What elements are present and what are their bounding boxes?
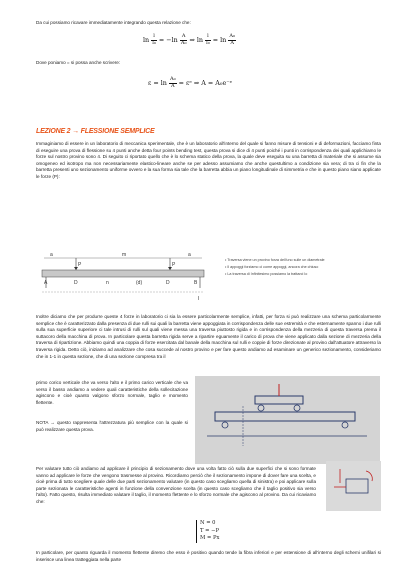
eq1-num3: l [207, 33, 209, 39]
label-n: n [106, 280, 109, 286]
paragraph-end: Per valutare tutto ciò andiamo ad applicare il principio di sezionamento dove una volta fatto ciò sulla due superfici che si sono formate vanno ad applicare le forze che vengono trasmesse al provino. Ricordiamo perciò che il sezionamento impone di dover fare una scelta, e cioè prima di tutto scegliere quale delle due parti sezionamento valutare (in questo caso scegliamo quella di sinistra) e poi applicare sulla parte sezionata le caratteristiche agenti in funzione della convenzione scelta (in questo caso scegliamo che il taglio positivo sia verso l'alto). Fatto questo, risulta immediato valutare il taglio, il momento flettente e lo sforzo normale che agiscono al provino. Da cui ricaviamo che: [36, 466, 316, 504]
photo-background [195, 376, 380, 464]
internal-forces-system [196, 520, 219, 543]
eq1-num2: A [181, 33, 186, 39]
label-m: m [122, 252, 127, 258]
legend-line-3: • La traversa di Infinitesimo possiamo la trattarci lo [225, 271, 308, 276]
eq1-frac-3 [205, 34, 211, 46]
equation-log-ratio [143, 34, 236, 46]
eq1-eq2: = ln [212, 36, 227, 44]
eq1-ln: ln [143, 36, 150, 44]
eq1-den4: A [230, 39, 234, 46]
eq1-den2: A₀ [180, 39, 187, 46]
equation-exponential [148, 77, 232, 89]
label-a-left: a [50, 252, 53, 258]
eq1-den3: l₀ [206, 39, 210, 46]
label-a-right: a [188, 252, 191, 258]
label-A: A [44, 280, 48, 286]
paragraph-lab: Immaginiamo di essere in un laboratorio di meccanica sperimentale, che è un laboratorio all'interno del quale si fanno misure di tensioni e di deformazioni, facciamo finta di eseguire una prova di flessione su 4 punti anche detta four points bending test, questa prova si dice di 4 punti poiché i punti in corrispondenza dei quali applichiamo le forze sul nostro provino sono 4. Di seguito ci riportato quello che è lo schema statico della prova, la quale deve eseguita su una barretta di materiale che si assume sia omogeneo ed isotropo ma non necessariamente elastico-lineare anche se per adesso assumiamo che anche questultimo a condizione sia vera; di tra ci fin che la barretta presenti uno sezionamento uniforme ovvero e la sua forma sia tale che la barretta abbia un piano longitudinale di simmetria e che in questo piano siano applicate le forze (P): [36, 141, 381, 179]
paragraph-rewrite: Dove poniamo = si possa anche scrivere: [36, 60, 121, 65]
label-P-left: P [78, 262, 82, 268]
paragraph-middle: Inoltre diciamo che per produrre queste 4 forze in laboratorio ci sia la essere particolarmente semplice, infatti, per forza si può realizzare una schema particolarmente semplice che è caratterizzato dalla presenza di due rulli sui quali la barretta viene appoggiata in corrispondenza delle sue estremità e che esternamente spanno i due rulli sulla sua superficie superiore ci tale intrusi di rulli sul quali viene messa una traversa piuttosto rigida e in corrispondenza della mezzeria di questa traversa prema il suttacoro della macchina di prova. In particolare questa barretta rigida serve a ripartire eguamente il carico di prova che viene applicato dalla sezione di mezzeria della traversa di ripartizione. Abbiamo quindi una coppia di forze esercitata dal banale della macchina sul rulli e coppie di forze direzionate al provino dall'attuatore attraverso la traversa rigida. Detto ciò, iniziamo ad analizzare che cosa succede al nostro provino e per fare questo andiamo ad esaminare un generico sezionamento, consideriamo che in 1-1 in questa sezione, che di una sezione compresa tra il [36, 314, 381, 359]
beam-diagram [38, 248, 208, 306]
eq1-arrow: ⇒ ln [189, 36, 204, 44]
paragraph-nota: NOTA → questo rappresenta l'attrezzatura più semplice con la quale si può realizzare questa prova. [36, 420, 188, 432]
eq1-frac-1 [151, 34, 157, 46]
eq2-num: A₀ [169, 76, 176, 82]
eq1-frac-2 [180, 34, 188, 46]
eq2-mid: = εᵉ ⇒ [178, 79, 200, 87]
eq1-den1: l₀ [152, 39, 156, 46]
section-forces-photo [326, 461, 381, 511]
label-P-right: P [172, 262, 176, 268]
beam-legend [225, 257, 375, 277]
system-M: M = Px [200, 535, 220, 541]
label-I: I [198, 296, 200, 302]
photo3-background [326, 461, 381, 511]
system-T: T = −P [200, 527, 219, 534]
eq2-frac [169, 77, 177, 89]
eq2-end: A = A₀e⁻ᵉ [201, 79, 233, 87]
section-heading: LEZIONE 2 → FLESSIONE SEMPLICE [36, 128, 155, 135]
eq2-eq: = ln [153, 79, 167, 87]
label-D-right: D [166, 280, 170, 286]
paragraph-intro: Da cui possiamo ricavare immediatamente integrando questa relazione che: [36, 20, 191, 25]
eq2-den: A [170, 82, 175, 89]
legend-line-1: • Traversa viene un provino forza dell'uno sulle un diametrale [225, 258, 325, 262]
label-B: B [194, 280, 198, 286]
eq1-num4: A₀ [229, 33, 235, 39]
label-D-left: D [74, 280, 78, 286]
paragraph-final: In particolare, per quanto riguarda il momento flettente diremo che esso è positivo quando tende la fibra inferiori e per estensione di all'interno degli schemi unifilari si inserisce una linea tratteggiata nella parte [36, 550, 381, 562]
eq2-eps: ε [148, 79, 152, 87]
legend-line-2: • Il appoggi forziamo ci come appoggi, ancora che chiuso [225, 264, 319, 269]
eq1-eq: = −ln [158, 36, 178, 44]
handdrawn-beam-photo [195, 376, 380, 464]
eq1-frac-4 [228, 34, 236, 46]
eq1-num1: l [153, 33, 155, 39]
beam-bar [42, 270, 204, 277]
label-d: (d) [136, 280, 143, 286]
system-N: N = 0 [200, 520, 216, 526]
paragraph-wrap: primo corico verticale che va verso l'alto e il primo carico verticale che va verso il basso andiamo a vedere quali caratteristiche della sollecitazione agiscono e cioè quanto valgono sforzo normale, taglio e momento flettente. [36, 380, 188, 405]
